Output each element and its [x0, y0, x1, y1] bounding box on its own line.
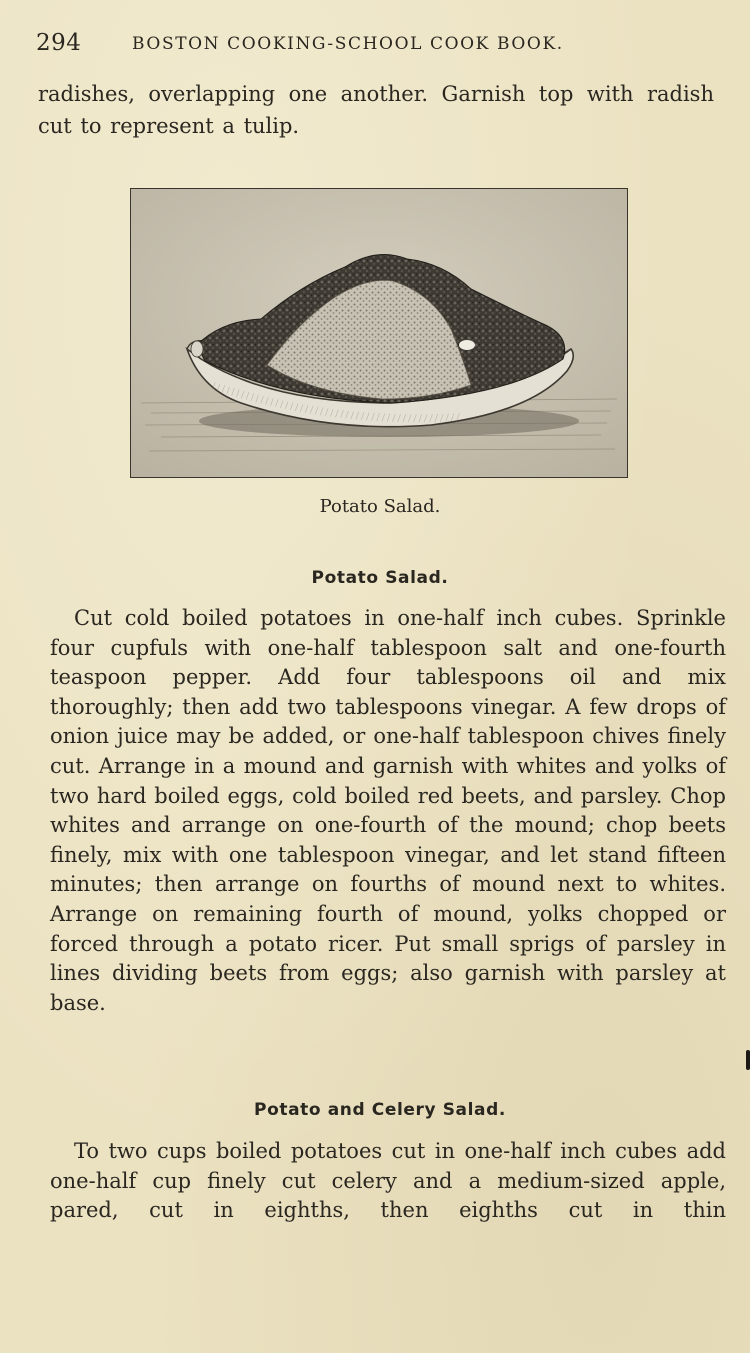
recipe-text-potato-salad: Cut cold boiled potatoes in one-half inch cubes. Sprinkle four cupfuls with one-half tablespoon salt and one-fourth teaspoon pepper. Add four tablespoons oil and mix thoroughly; then add two tablespoons vinegar. A few drops of onion juice may be added, or one-half tablespoon chives finely cut. Arrange in a mound and garnish with whites and yolks of two hard boiled eggs, cold boiled red beets, and parsley. Chop whites and arrange on one-fourth of the mound; chop beets finely, mix with one tablespoon vinegar, and let stand fifteen minutes; then arrange on fourths of mound next to whites. Arrange on remaining fourth of mound, yolks chopped or forced through a potato ricer. Put small sprigs of parsley in lines dividing beets from eggs; also garnish with parsley at base.	[50, 606, 726, 1015]
running-title: BOSTON COOKING-SCHOOL COOK BOOK.	[132, 34, 564, 54]
recipe-heading-potato-celery-salad: Potato and Celery Salad.	[254, 1100, 506, 1120]
recipe-text-potato-celery-salad: To two cups boiled potatoes cut in one-half inch cubes add one-half cup finely cut celery and a medium-sized apple, pared, cut in eighths, then eighths cut in thin	[50, 1139, 726, 1223]
illustration-drawing	[131, 189, 627, 477]
page-edge-mark	[746, 1050, 750, 1070]
recipe-heading-potato-salad: Potato Salad.	[311, 568, 449, 588]
intro-paragraph: radishes, overlapping one another. Garnish top with radish cut to represent a tulip.	[38, 82, 714, 138]
figure-caption: Potato Salad.	[319, 496, 441, 517]
page-number: 294	[36, 30, 82, 56]
potato-salad-illustration	[130, 188, 628, 478]
running-head	[36, 28, 676, 62]
